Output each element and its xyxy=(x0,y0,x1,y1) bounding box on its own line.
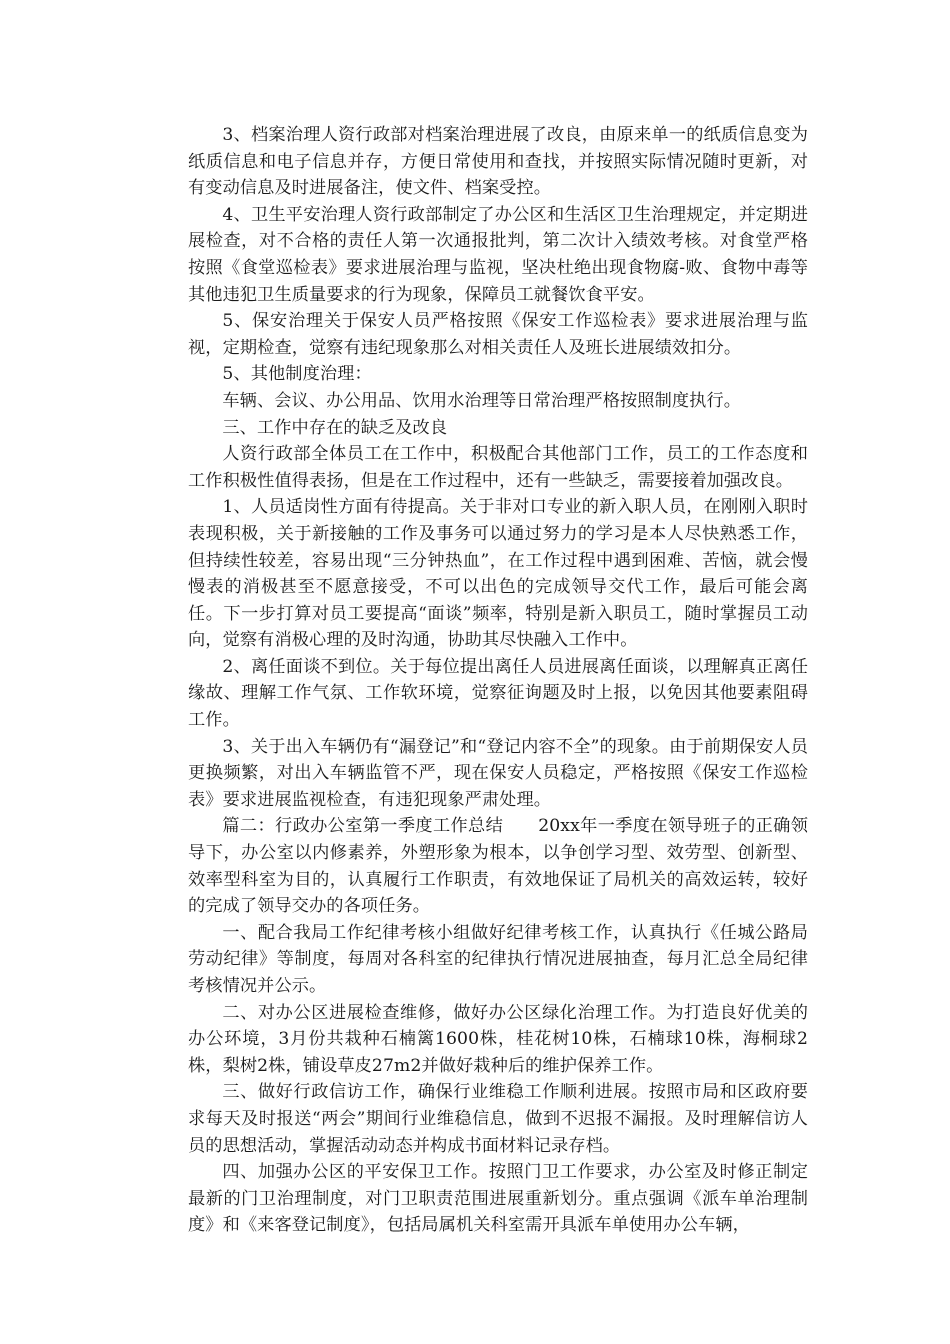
paragraph-staff-overview: 人资行政部全体员工在工作中，积极配合其他部门工作，员工的工作态度和工作积极性值得表扬，但是在工作过程中，还有一些缺乏，需要接着加强改良。 xyxy=(188,444,808,491)
paragraph-job-fit: 1、人员适岗性方面有待提高。关于非对口专业的新入职人员，在刚刚入职时表现积极，关于新接触的工作及事务可以通过努力的学习是本人尽快熟悉工作，但持续性较差，容易出现“三分钟热血”，在工作过程中遇到困难、苦恼，就会慢慢表的消极甚至不愿意接受，不可以出色的完成领导交代工作，最后可能会离任。下一步打算对员工要提高“面谈”频率，特别是新入职员工，随时掌握员工动向，觉察有消极心理的及时沟通，协助其尽快融入工作中。 xyxy=(188,497,808,651)
paragraph-daily-management: 车辆、会议、办公用品、饮用水治理等日常治理严格按照制度执行。 xyxy=(222,390,742,411)
paragraph-security-guard: 四、加强办公区的平安保卫工作。按照门卫工作要求，办公室及时修正制定最新的门卫治理制度，对门卫职责范围进展重新划分。重点强调《派车单治理制度》和《来客登记制度》，包括局属机关科室需开具派车单使用办公车辆， xyxy=(188,1162,808,1236)
paragraph-other-systems-heading: 5、其他制度治理： xyxy=(222,364,372,385)
paragraph-part-two-intro: 篇二：行政办公室第一季度工作总结 20xx年一季度在领导班子的正确领导下，办公室以内修素养，外塑形象为根本，以争创学习型、效劳型、创新型、效率型科室为目的，认真履行工作职责，有效地保证了局机关的高效运转，较好的完成了领导交办的各项任务。 xyxy=(188,816,808,917)
paragraph-exit-interview: 2、离任面谈不到位。关于每位提出离任人员进展离任面谈，以理解真正离任缘故、理解工作气氛、工作软环境，觉察征询题及时上报，以免因其他要素阻碍工作。 xyxy=(188,656,808,731)
paragraph-petition-work: 三、做好行政信访工作，确保行业维稳工作顺利进展。按照市局和区政府要求每天及时报送“两会”期间行业维稳信息，做到不迟报不漏报。及时理解信访人员的思想活动，掌握活动动态并构成书面材料记录存档。 xyxy=(188,1082,808,1156)
paragraph-archive-management: 3、档案治理人资行政部对档案治理进展了改良，由原来单一的纸质信息变为纸质信息和电子信息并存，方便日常使用和查找，并按照实际情况随时更新，对有变动信息及时进展备注，使文件、档案受控。 xyxy=(188,125,808,199)
paragraph-discipline-check: 一、配合我局工作纪律考核小组做好纪律考核工作，认真执行《任城公路局劳动纪律》等制度，每周对各科室的纪律执行情况进展抽查，每月汇总全局纪律考核情况并公示。 xyxy=(188,922,808,996)
paragraph-vehicle-registration: 3、关于出入车辆仍有“漏登记”和“登记内容不全”的现象。由于前期保安人员更换频繁，对出入车辆监管不严，现在保安人员稳定，严格按照《保安工作巡检表》要求进展监视检查，有违犯现象严肃处理。 xyxy=(188,736,808,810)
paragraph-office-greening: 二、对办公区进展检查维修，做好办公区绿化治理工作。为打造良好优美的办公环境，3月份共栽种石楠篱1600株，桂花树10株，石楠球10株，海桐球2株，梨树2株，铺设草皮27m2并做好栽种后的维护保养工作。 xyxy=(188,1002,808,1076)
section-heading-shortcomings: 三、工作中存在的缺乏及改良 xyxy=(222,417,448,438)
paragraph-hygiene-safety: 4、卫生平安治理人资行政部制定了办公区和生活区卫生治理规定，并定期进展检查，对不合格的责任人第一次通报批判，第二次计入绩效考核。对食堂严格按照《食堂巡检表》要求进展治理与监视，坚决杜绝出现食物腐-败、食物中毒等其他违犯卫生质量要求的行为现象，保障员工就餐饮食平安。 xyxy=(188,204,808,305)
document-body xyxy=(188,122,808,1239)
paragraph-security-management: 5、保安治理关于保安人员严格按照《保安工作巡检表》要求进展治理与监视，定期检查，觉察有违纪现象那么对相关责任人及班长进展绩效扣分。 xyxy=(188,311,808,358)
